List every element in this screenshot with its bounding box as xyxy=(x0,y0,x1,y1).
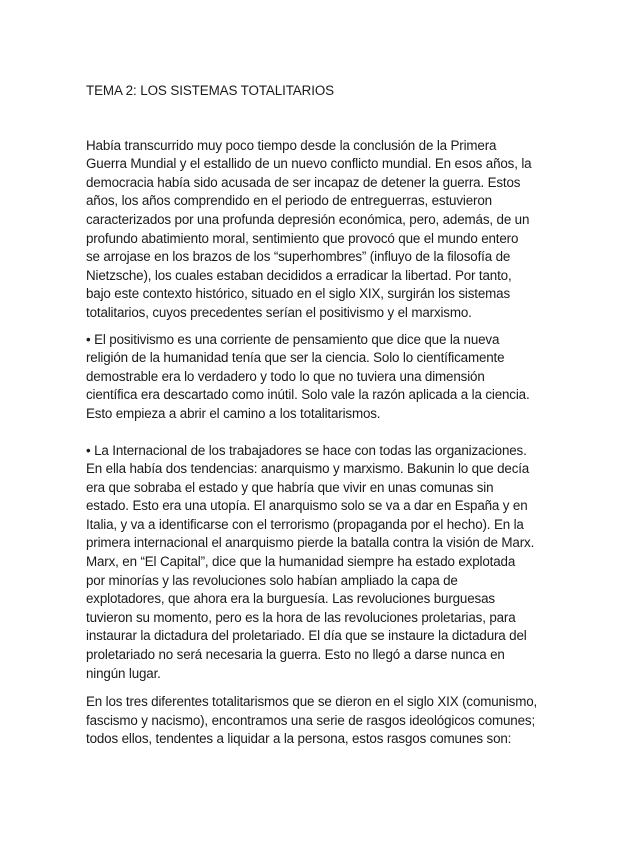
text-line: Italia, y va a identificarse con el terrorismo (propaganda por el hecho). En la xyxy=(86,516,524,532)
text-line: caracterizados por una profunda depresión económica, pero, además, de un xyxy=(86,211,530,227)
text-line: Había transcurrido muy poco tiempo desde la conclusión de la Primera xyxy=(86,137,497,153)
text-line: bajo este contexto histórico, situado en el siglo XIX, surgirán los sistemas xyxy=(86,286,511,302)
text-line: democracia había sido acusada de ser incapaz de detener la guerra. Estos xyxy=(86,174,521,190)
text-line: Marx, en “El Capital”, dice que la humanidad siempre ha estado explotada xyxy=(86,554,516,570)
text-line: era que sobraba el estado y que habría que vivir en unas comunas sin xyxy=(86,479,494,495)
document-body xyxy=(86,82,621,749)
text-line: ningún lugar. xyxy=(86,665,161,681)
text-line: • La Internacional de los trabajadores se hace con todas las organizaciones. xyxy=(86,442,527,458)
document-title: TEMA 2: LOS SISTEMAS TOTALITARIOS xyxy=(86,83,334,98)
text-line: profundo abatimiento moral, sentimiento que provocó que el mundo entero xyxy=(86,230,519,246)
text-line: primera internacional el anarquismo pierde la batalla contra la visión de Marx. xyxy=(86,535,535,551)
text-line: explotadores, que ahora era la burguesía. Las revoluciones burguesas xyxy=(86,591,495,607)
text-line: fascismo y nacismo), encontramos una serie de rasgos ideológicos comunes; xyxy=(86,712,536,728)
text-line: por minorías y las revoluciones solo habían ampliado la capa de xyxy=(86,572,458,588)
text-line: estado. Esto era una utopía. El anarquismo solo se va a dar en España y en xyxy=(86,498,528,514)
text-line: Esto empieza a abrir el camino a los totalitarismos. xyxy=(86,405,381,421)
text-line: religión de la humanidad tenía que ser la ciencia. Solo lo científicamente xyxy=(86,350,505,366)
text-line: demostrable era lo verdadero y todo lo que no tuviera una dimensión xyxy=(86,368,485,384)
text-line: tuvieron su momento, pero es la hora de las revoluciones proletarias, para xyxy=(86,609,516,625)
text-line: todos ellos, tendentes a liquidar a la persona, estos rasgos comunes son: xyxy=(86,731,512,747)
paragraph-rasgos-comunes xyxy=(86,693,621,749)
text-line: se arrojase en los brazos de los “superhombres” (influyo de la filosofía de xyxy=(86,249,511,265)
text-line: proletariado no será necesaria la guerra. Esto no llegó a darse nunca en xyxy=(86,647,505,663)
text-line: totalitarios, cuyos precedentes serían el positivismo y el marxismo. xyxy=(86,304,472,320)
text-line: Guerra Mundial y el estallido de un nuevo conflicto mundial. En esos años, la xyxy=(86,156,532,172)
text-line: Nietzsche), los cuales estaban decididos a erradicar la libertad. Por tanto, xyxy=(86,267,512,283)
text-line: En ella había dos tendencias: anarquismo y marxismo. Bakunin lo que decía xyxy=(86,461,530,477)
paragraph-positivismo xyxy=(86,331,621,424)
text-line: científica era descartado como inútil. Solo vale la razón aplicada a la ciencia. xyxy=(86,387,530,403)
paragraph-intro xyxy=(86,137,621,323)
paragraph-internacional xyxy=(86,442,621,684)
text-line: • El positivismo es una corriente de pensamiento que dice que la nueva xyxy=(86,331,500,347)
text-line: En los tres diferentes totalitarismos que se dieron en el siglo XIX (comunismo, xyxy=(86,694,538,710)
text-line: años, los años comprendido en el periodo de entreguerras, estuvieron xyxy=(86,193,492,209)
text-line: instaurar la dictadura del proletariado. El día que se instaure la dictadura del xyxy=(86,628,527,644)
